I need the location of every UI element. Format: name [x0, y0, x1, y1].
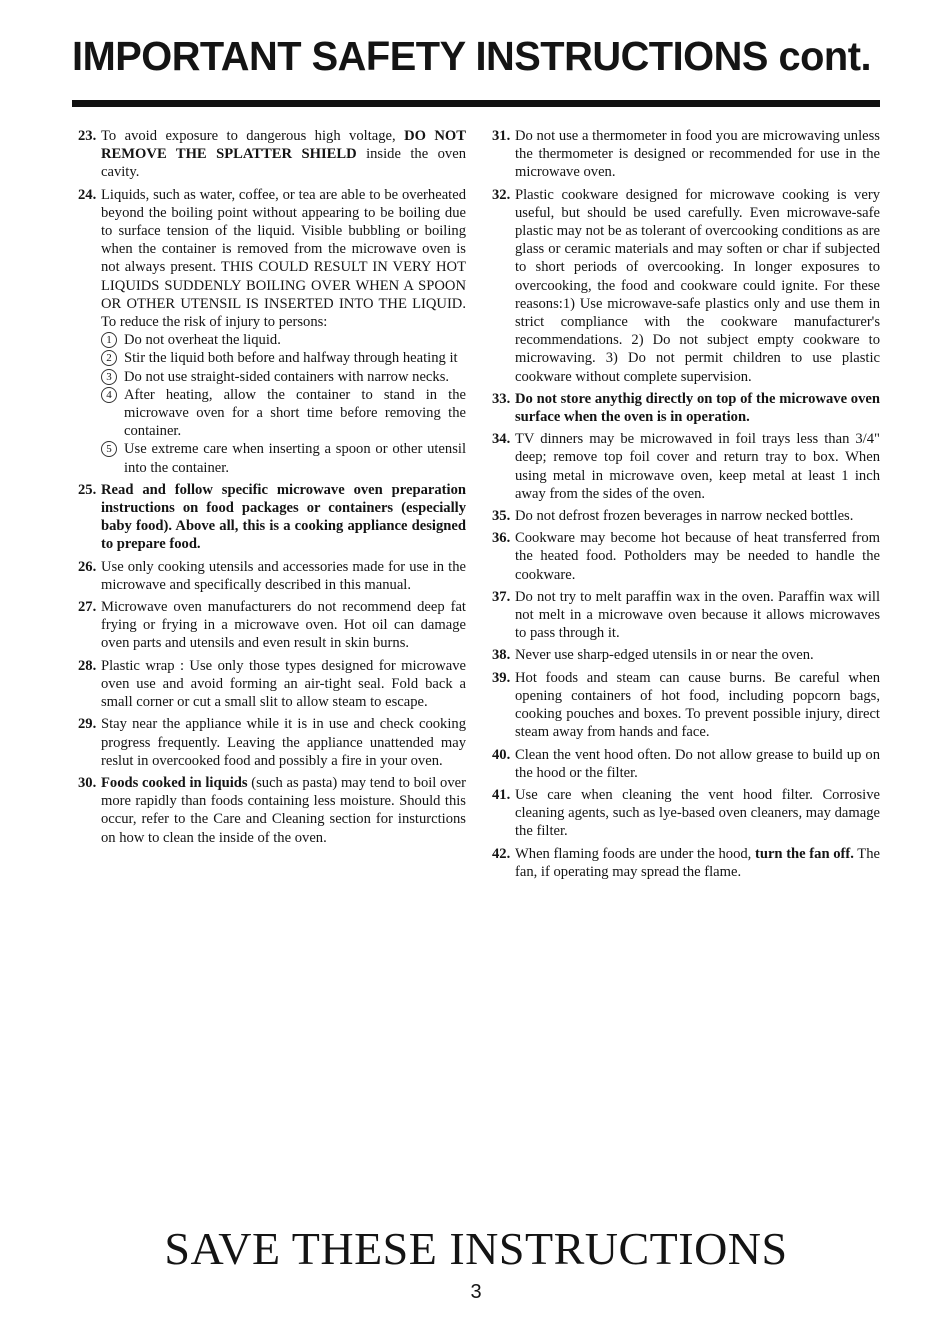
item-number: 29. [78, 716, 97, 733]
item-text: Plastic cookware designed for microwave cooking is very useful, but should be used carefully. Even microwave-safe plastic may not be as tolerant of overcooking conditions as are glass or ceramic materials and may soften or char if subjected to short periods of overcooking. In longer exposures to overcooking, the food and cookware could ignite. For these reasons:1) Use microwave-safe plastics only and use them in strict compliance with the cookware manufacturer's recommendations. 2) Do not subject empty cookware to microwaving. 3) Do not permit children to use plastic cookware without complete supervision. [515, 186, 880, 385]
item-text: Do not store anythig directly on top of the microwave oven surface when the oven is in operation. [515, 390, 880, 426]
instruction-30 [78, 774, 466, 847]
item-number: 42. [492, 845, 511, 862]
sub-item-text: Do not use straight-sided containers with narrow necks. [124, 368, 450, 385]
circled-number: 2 [101, 350, 117, 366]
item-number: 31. [492, 128, 511, 144]
instruction-26 [78, 558, 466, 594]
instruction-35 [492, 507, 880, 525]
item-text: Do not defrost frozen beverages in narrow necked bottles. [515, 508, 854, 525]
sub-item-text: Do not overheat the liquid. [124, 332, 281, 349]
item-text: Stay near the appliance while it is in use and check cooking progress frequently. Leaving the appliance unattended may reslut in overcooked food and possibly a fire in your oven. [101, 716, 466, 769]
circled-number: 1 [101, 332, 117, 348]
item-text-bold: DO NOT REMOVE THE SPLATTER SHIELD [101, 128, 466, 163]
item-text: Use only cooking utensils and accessories made for use in the microwave and specifically described in this manual. [101, 558, 466, 593]
instruction-32 [492, 186, 880, 386]
item-number: 41. [492, 786, 511, 803]
item-text: (such as pasta) may tend to boil over more rapidly than foods containing less moisture. Should this occur, refer to the Care and Cleaning section for insturctions on how to clean the inside of the oven. [101, 774, 466, 846]
instruction-42 [492, 845, 880, 881]
item-text: When flaming foods are under the hood, [515, 845, 755, 862]
right-column [492, 127, 880, 885]
item-text: inside the oven cavity. [101, 146, 466, 181]
instruction-31 [492, 127, 880, 182]
sub-item-text: After heating, allow the container to stand in the microwave oven for a short time before removing the container. [124, 386, 466, 440]
item-number: 26. [78, 558, 97, 575]
sub-item-text: Use extreme care when inserting a spoon or other utensil into the container. [124, 441, 466, 476]
instruction-34 [492, 430, 880, 503]
sub-item-3 [101, 368, 466, 386]
item-text: Hot foods and steam can cause burns. Be careful when opening containers of hot food, including popcorn bags, cooking pouches and boxes. To prevent possible injury, direct steam away from hands and face. [515, 669, 880, 741]
item-text: Clean the vent hood often. Do not allow grease to build up on the hood or the filter. [515, 746, 880, 781]
sub-item-4 [101, 386, 466, 441]
instruction-40 [492, 746, 880, 782]
item-text-bold: Foods cooked in liquids [101, 774, 248, 791]
instruction-29 [78, 715, 466, 770]
item-number: 30. [78, 774, 97, 791]
page-title: IMPORTANT SAFETY INSTRUCTIONS cont. [72, 33, 872, 79]
circled-number: 5 [101, 441, 117, 457]
item-text: To avoid exposure to dangerous high voltage, [101, 128, 405, 144]
item-text: Use care when cleaning the vent hood filter. Corrosive cleaning agents, such as lye-based oven cleaners, may damage the filter. [515, 786, 880, 840]
item-text: Microwave oven manufacturers do not recommend deep fat frying or frying in a microwave oven. Hot oil can damage oven parts and utensils and even result in skin burns. [101, 599, 466, 652]
item-number: 35. [492, 508, 511, 525]
item-text: Do not use a thermometer in food you are microwaving unless the thermometer is designed or recommended for use in the microwave oven. [515, 128, 880, 181]
item-number: 34. [492, 431, 511, 448]
item-text: Cookware may become hot because of heat transferred from the heated food. Potholders may be needed to handle the cookware. [515, 530, 880, 583]
instruction-28 [78, 657, 466, 712]
item-text: Do not try to melt paraffin wax in the oven. Paraffin wax will not melt in a microwave oven because it allows microwaves to pass through it. [515, 588, 880, 642]
item-text: Read and follow specific microwave oven preparation instructions on food packages or containers (especially baby food). Above all, this is a cooking appliance designed to prepare food. [101, 481, 466, 553]
item-text: Liquids, such as water, coffee, or tea are able to be overheated beyond the boiling point without appearing to be boiling due to surface tension of the liquid. Visible bubbling or boiling when the container is removed from the microwave oven is not always present. THIS COULD RESULT IN VERY HOT LIQUIDS SUDDENLY BOILING OVER WHEN A SPOON OR OTHER UTENSIL IS INSERTED INTO THE LIQUID. To reduce the risk of injury to persons: [101, 186, 466, 331]
item-number: 37. [492, 588, 511, 605]
sub-item-2 [101, 349, 466, 367]
item-number: 36. [492, 530, 511, 547]
instruction-39 [492, 669, 880, 742]
circled-number: 4 [101, 387, 117, 403]
item-number: 38. [492, 647, 511, 664]
item-number: 33. [492, 390, 511, 407]
title-rule [72, 100, 880, 107]
instruction-41 [492, 786, 880, 841]
instruction-37 [492, 588, 880, 643]
item-number: 24. [78, 186, 97, 203]
item-text: Plastic wrap : Use only those types designed for microwave oven use and avoid forming an air-tight seal. Fold back a small corner or cut a small slit to allow steam to escape. [101, 657, 466, 711]
save-instructions-footer: SAVE THESE INSTRUCTIONS [164, 1223, 788, 1274]
instruction-24 [78, 186, 466, 477]
instruction-27 [78, 598, 466, 653]
item-text: Never use sharp-edged utensils in or near the oven. [515, 647, 814, 664]
instruction-38 [492, 646, 880, 664]
item-text-bold: turn the fan off. [754, 845, 854, 862]
left-column [78, 127, 466, 851]
sub-item-1 [101, 331, 466, 349]
item-text: TV dinners may be microwaved in foil trays less than 3/4" deep; remove top foil cover and return tray to box. When using metal in microwave oven, keep metal at least 1 inch away from the sides of the oven. [515, 431, 880, 502]
item-number: 25. [78, 481, 97, 498]
page-number: 3 [470, 1281, 482, 1303]
circled-number: 3 [101, 369, 117, 385]
instruction-36 [492, 529, 880, 584]
item-text: The fan, if operating may spread the flame. [515, 845, 880, 880]
instruction-33 [492, 390, 880, 426]
item-number: 40. [492, 746, 511, 763]
item-number: 32. [492, 186, 511, 203]
item-number: 28. [78, 657, 97, 674]
item-number: 27. [78, 599, 97, 616]
sub-item-5 [101, 440, 466, 476]
instruction-23 [78, 127, 466, 182]
sub-item-text: Stir the liquid both before and halfway through heating it [124, 350, 458, 367]
item-number: 23. [78, 128, 97, 144]
item-number: 39. [492, 669, 511, 686]
instruction-25 [78, 481, 466, 554]
